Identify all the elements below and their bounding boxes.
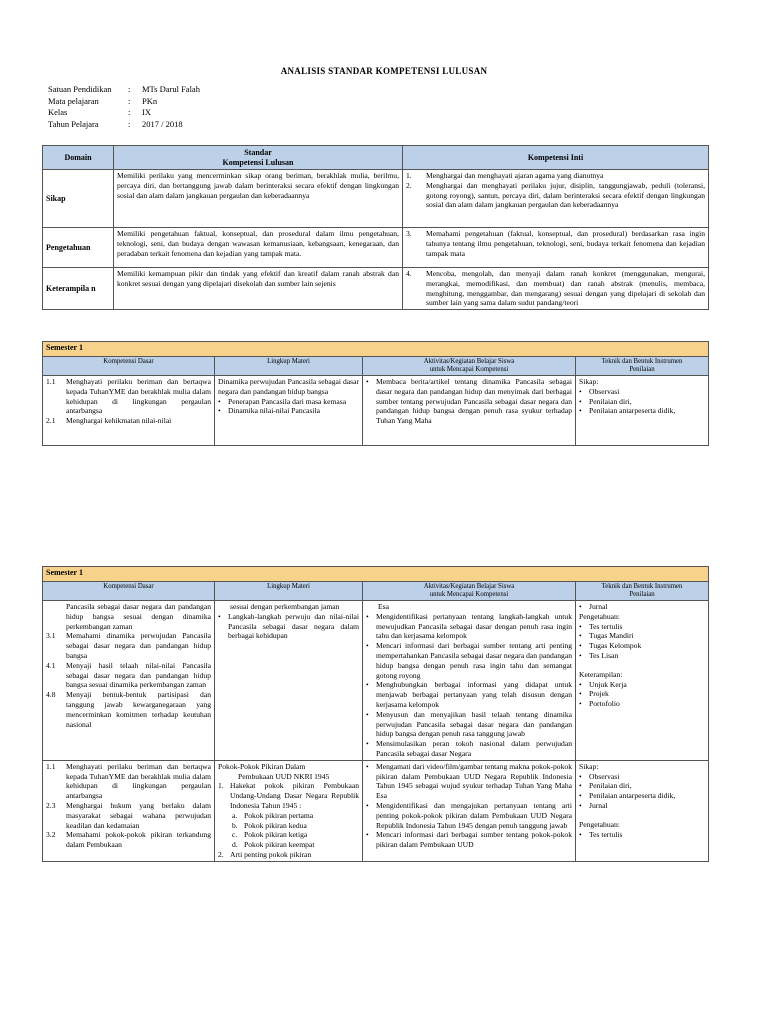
header-aktivitas: Aktivitas/Kegiatan Belajar Siswa untuk Mencapai Kompetensi: [363, 582, 576, 601]
item-number: 1.: [406, 171, 412, 180]
bullet-item: [366, 377, 572, 426]
bullet-icon: •: [579, 602, 582, 611]
bullet-item: [579, 772, 705, 782]
bullet-icon: •: [579, 641, 582, 651]
bullet-item: [366, 612, 572, 641]
kd-cell: [43, 376, 215, 446]
ki-cell: [403, 268, 709, 310]
item-text: Mencari informasi dari berbagai sumber tentang pokok-pokok pikiran dalam Pembukaan UUD: [376, 830, 572, 850]
numbered-item: [218, 781, 359, 810]
header-lingkup-materi: Lingkup Materi: [215, 582, 363, 601]
bullet-item: [366, 710, 572, 739]
bullet-item: [579, 781, 705, 791]
domain-cell: Keterampila n: [43, 268, 114, 310]
bullet-item: [218, 612, 359, 641]
semester-label: Semester 1: [43, 567, 709, 582]
numbered-item: [46, 830, 211, 850]
bullet-icon: •: [579, 621, 582, 631]
info-value: 2017 / 2018: [142, 118, 183, 129]
ki-cell: [403, 228, 709, 268]
materi-lead-2: Pembukaan UUD NKRI 1945: [238, 771, 330, 781]
materi-cell: [215, 376, 363, 446]
bullet-icon: •: [579, 679, 582, 689]
item-number: 3.: [406, 229, 412, 238]
item-text: Tugas Kelompok: [589, 641, 642, 651]
item-number: 4.8: [46, 690, 56, 700]
numbered-item: [218, 840, 359, 850]
header-teknik-penilaian: Teknik dan Bentuk Instrumen Penilaian: [576, 357, 709, 376]
item-text: Pokok pikiran pertama: [244, 810, 314, 820]
item-number: 1.: [218, 781, 224, 791]
colon: :: [128, 118, 131, 129]
skl-row: [43, 268, 709, 310]
bullet-item: [366, 801, 572, 830]
info-value: PKn: [142, 95, 158, 106]
bullet-item: [218, 397, 359, 407]
item-text: Penilaian antarpeserta didik,: [589, 791, 676, 801]
info-key: Tahun Pelajara: [48, 118, 99, 129]
bullet-item: [579, 631, 705, 641]
info-key: Satuan Pendidikan: [48, 84, 112, 94]
numbered-item: [218, 811, 359, 821]
item-number: b.: [232, 820, 238, 830]
teknik-cell: [576, 601, 709, 761]
item-text: Menghayati perilaku beriman dan bertaqwa kepada TuhanYME dan berakhlak mulia dalam kehidupan di lingkungan pergaulan antarbangsa: [66, 377, 211, 416]
materi-cell: [215, 601, 363, 761]
bullet-icon: •: [366, 680, 369, 690]
info-row: [48, 107, 200, 119]
item-text: Tes tertulis: [589, 829, 623, 839]
kd-cell: [43, 601, 215, 761]
bullet-icon: •: [579, 771, 582, 781]
item-text: Tes Lisan: [589, 650, 619, 660]
header-standar: Standar Kompetensi Lulusan: [114, 146, 403, 170]
item-text: Portofolio: [589, 699, 620, 709]
item-number: 2.1: [46, 416, 56, 426]
bullet-icon: •: [366, 377, 369, 386]
header-teknik-penilaian: Teknik dan Bentuk Instrumen Penilaian: [576, 582, 709, 601]
item-number: 2.: [406, 180, 412, 190]
header-lingkup-materi: Lingkup Materi: [215, 357, 363, 376]
domain-cell: Pengetahuan: [43, 228, 114, 268]
item-text: Mensimulasikan peran tokoh nasional dalam perwujudan Pancasila sebagai dasar Negara: [376, 739, 572, 758]
keterampilan-label: Keterampilan:: [579, 669, 623, 679]
item-text: Penilaian antarpeserta didik,: [589, 406, 676, 416]
bullet-item: [579, 387, 705, 397]
item-text: Mengamati dari video/film/gambar tentang makna pokok-pokok pikiran dalam Pembukaan UUD Negara Republik Indonesia Tahun 1945 sebagai wujud syukur terhadap Tuhan Yang Maha Esa: [376, 761, 572, 801]
sikap-label: Sikap:: [579, 377, 599, 386]
bullet-item: [579, 801, 705, 811]
item-text: Mencari informasi dari berbagai sumber tentang arti penting mempertahankan Pancasila sebagai dasar negara dan pandangan hidup bangsa dengan penuh rasa ingin tahu dan semangat gotong royong: [376, 641, 572, 680]
bullet-icon: •: [579, 791, 582, 801]
bullet-icon: •: [366, 611, 369, 621]
item-text: Memahami dinamika perwujudan Pancasila sebagai dasar negara dan pandangan hidup bangsa: [66, 631, 211, 660]
item-text: Memahami pokok-pokok pikiran terkandung dalam Pembukaan: [66, 830, 211, 850]
item-text: Pokok pikiran ketiga: [244, 830, 308, 840]
item-text: Observasi: [589, 771, 620, 781]
item-text: Penilaian diri,: [589, 396, 632, 406]
item-number: 2.3: [46, 800, 56, 810]
item-text: Menghargai kehikmatan nilai-nilai: [66, 416, 172, 426]
skl-table: [42, 145, 709, 310]
numbered-item: [46, 377, 211, 416]
materi-lead: Pokok-Pokok Pikiran Dalam: [218, 761, 306, 771]
colon: :: [128, 107, 131, 117]
item-text: Tes tertulis: [589, 621, 623, 631]
bullet-icon: •: [579, 829, 582, 839]
item-number: 2.: [218, 849, 224, 859]
item-text: Menyusun dan menyajikan hasil telaah tentang dinamika perwujudan Pancasila sebagai dasar negara dan pandangan hidup bangsa dengan penuh rasa tanggung jawab: [376, 709, 572, 739]
info-value: IX: [142, 107, 151, 117]
bullet-item: [218, 406, 359, 416]
item-text: Pokok pikiran keempat: [244, 840, 315, 850]
item-text: Projek: [589, 689, 609, 699]
teknik-cell: [576, 760, 709, 861]
bullet-item: [366, 830, 572, 850]
numbered-item: [406, 171, 705, 181]
bullet-item: [366, 762, 572, 801]
pengetahuan-label: Pengetahuan:: [579, 819, 620, 829]
info-key: Mata pelajaran: [48, 95, 99, 106]
info-value: MTs Darul Falah: [142, 84, 200, 94]
bullet-icon: •: [366, 641, 369, 651]
bullet-icon: •: [579, 689, 582, 699]
item-text: Observasi: [589, 386, 620, 396]
item-number: 1.1: [46, 761, 56, 771]
item-text: Menghayati perilaku beriman dan bertaqwa kepada TuhanYME dan berakhlak mulia dalam kehidupan di lingkungan pergaulan antarbangsa: [66, 761, 211, 801]
numbered-item: [406, 269, 705, 308]
numbered-item: [46, 631, 211, 660]
item-text: Menghargai dan menghayati perilaku jujur, disiplin, tanggungjawab, peduli (toleransi, gotong royong), santun, percaya diri, dalam berinteraksi secara efektif dengan lingkungan sosial dan alam dalam jangkauan pergaulan dan keberadaannya: [426, 180, 705, 210]
item-number: c.: [232, 830, 238, 840]
info-row: [48, 119, 200, 131]
bullet-item: [579, 830, 705, 840]
item-text: Menghubungkan berbagai informasi yang didapat untuk menjawab berbagai pertanyaan yang telah disusun dengan kerjasama kelompok: [376, 680, 572, 709]
header-kompetensi-dasar: Kompetensi Dasar: [43, 357, 215, 376]
item-number: 1.1: [46, 377, 56, 386]
numbered-item: [218, 821, 359, 831]
bullet-item: [579, 699, 705, 709]
bullet-item: [579, 680, 705, 690]
bullet-item: [366, 680, 572, 709]
item-text: Mencoba, mengolah, dan menyaji dalam ranah konkret (menggunakan, mengurai, merangkai, memodifikasi, dan membuat) dan ranah abstrak (menulis, membaca, menghitung, menggambar, dan mengarang) sesuai dengan yang dipelajari di sekolah dan sumber lain yang sama dalam sudut pandang/teori: [426, 269, 705, 308]
bullet-icon: •: [366, 830, 369, 840]
bullet-item: [579, 641, 705, 651]
item-number: [46, 602, 66, 631]
numbered-item: [46, 602, 211, 631]
ki-cell: [403, 170, 709, 228]
item-text: Jurnal: [589, 800, 608, 810]
bullet-icon: •: [579, 406, 582, 416]
item-text: Arti penting pokok pikiran: [230, 849, 312, 859]
aktivitas-cell: [363, 376, 576, 446]
bullet-item: [579, 651, 705, 661]
item-number: 3.1: [46, 631, 56, 641]
bullet-icon: •: [218, 611, 221, 621]
bullet-icon: •: [579, 781, 582, 791]
numbered-item: [46, 416, 211, 426]
bullet-item: [579, 622, 705, 632]
info-key: Kelas: [48, 107, 68, 117]
sikap-label: Sikap:: [579, 761, 599, 771]
identity-table: [48, 84, 200, 130]
bullet-icon: •: [366, 739, 369, 749]
header-kompetensi-inti: Kompetensi Inti: [403, 146, 709, 170]
bullet-item: [366, 739, 572, 759]
bullet-item: [579, 406, 705, 416]
skl-cell: Memiliki perilaku yang mencerminkan sikap orang beriman, berakhlak mulia, berilmu, percaya diri, dan bertanggung jawab dalam berinteraksi secara efektif dengan lingkungan sosial dan alam dalam jangkauan pergaulan dan keberadaannya: [114, 170, 403, 228]
aktivitas-cell: [363, 760, 576, 861]
bullet-icon: •: [579, 800, 582, 810]
numbered-item: [46, 661, 211, 690]
item-text: Memahami pengetahuan (faktual, konseptual, dan prosedural) berdasarkan rasa ingin tahunya tentang ilmu pengetahuan, teknologi, seni, budaya terkait fenomena dan kejadian tampak mata: [426, 229, 705, 258]
item-text: Pokok pikiran kedua: [244, 820, 307, 830]
item-text: Dinamika nilai-nilai Pancasila: [228, 406, 320, 416]
item-text: Hakekat pokok pikiran Pembukaan Undang-Undang Dasar Negara Republik Indonesia Tahun 1945 :: [230, 781, 359, 810]
semester-table-2: [42, 566, 709, 862]
numbered-item: [46, 801, 211, 830]
bullet-icon: •: [366, 761, 369, 771]
bullet-item: [579, 397, 705, 407]
materi-cell: [215, 760, 363, 861]
bullet-icon: •: [579, 386, 582, 396]
numbered-item: [218, 830, 359, 840]
semester-table-1: [42, 341, 709, 446]
skl-row: [43, 170, 709, 228]
document-title: ANALISIS STANDAR KOMPETENSI LULUSAN: [280, 66, 488, 76]
item-text: Menghargai dan menghayati ajaran agama yang dianutnya: [426, 171, 604, 180]
item-number: d.: [232, 840, 238, 850]
bullet-icon: •: [579, 631, 582, 641]
colon: :: [128, 95, 131, 106]
skl-cell: Memiliki kemampuan pikir dan tindak yang efektif dan kreatif dalam ranah abstrak dan konkret sesuai dengan yang dipelajari disekolah dan sumber lain sejenis: [114, 268, 403, 310]
item-text: Mengidentifikasi pertanyaan tentang langkah-langkah untuk mewujudkan Pancasila sebagai dasar dengan penuh rasa ingin tahu dan kerjasama kelompok: [376, 611, 572, 641]
item-number: a.: [232, 810, 238, 820]
item-text: Unjuk Kerja: [589, 679, 627, 689]
numbered-item: [218, 850, 359, 860]
item-number: 4.1: [46, 660, 56, 670]
bullet-icon: •: [366, 800, 369, 810]
item-text: Membaca berita/artikel tentang dinamika Pancasila sebagai dasar negara dan pandangan hidup dan menyimak dari berbagai sumber tentang perwujudan Pancasila sebagai dasar negara dan pandangan hidup bangsa dengan penuh rasa syukur terhadap Tuhan Yang Maha: [376, 377, 572, 426]
bullet-icon: •: [579, 650, 582, 660]
item-text: Menyaji bentuk-bentuk partisipasi dan tanggung jawab kewarganegaraan yang mencerminkan komitmen terhadap keutuhan nasional: [66, 690, 211, 729]
item-text: Jurnal: [589, 602, 608, 611]
aktivitas-cell: [363, 601, 576, 761]
skl-row: [43, 228, 709, 268]
pengetahuan-label: Pengetahuan:: [579, 611, 620, 621]
item-text: Menyaji hasil telaah nilai-nilai Pancasila sebagai dasar negara dan pandangan hidup bangsa sesuai dinamika perkembangan zaman: [66, 660, 211, 690]
bullet-item: [579, 689, 705, 699]
item-text: Menghargai hukum yang berlaku dalam masyarakat sebagai wahana perwujudan keadilan dan kedamaian: [66, 800, 211, 830]
bullet-icon: •: [579, 699, 582, 709]
header-kompetensi-dasar: Kompetensi Dasar: [43, 582, 215, 601]
item-text: Pancasila sebagai dasar negara dan pandangan hidup bangsa sesuai dengan dinamika perkembangan zaman: [66, 602, 211, 631]
item-text: Penilaian diri,: [589, 781, 632, 791]
domain-cell: Sikap: [43, 170, 114, 228]
numbered-item: [46, 762, 211, 801]
item-text: Tugas Mandiri: [589, 631, 634, 641]
bullet-item: [579, 791, 705, 801]
bullet-item: [366, 641, 572, 680]
numbered-item: [406, 229, 705, 258]
teknik-cell: [576, 376, 709, 446]
semester-label: Semester 1: [43, 342, 709, 357]
aktivitas-lead: Esa: [378, 602, 389, 611]
colon: :: [128, 84, 131, 94]
header-aktivitas: Aktivitas/Kegiatan Belajar Siswa untuk Mencapai Kompetensi: [363, 357, 576, 376]
item-text: Penerapan Pancasila dari masa kemasa: [228, 396, 347, 406]
bullet-icon: •: [218, 406, 221, 416]
bullet-icon: •: [366, 709, 369, 719]
info-row: [48, 96, 200, 108]
skl-cell: Memiliki pengetahuan faktual, konseptual, dan prosedural dalam ilmu pengetahuan, teknologi, seni, dan budaya dengan wawasan kemanusiaan, kebangsaan, kenegaraan, dan peradaban terkait fenomena dan kejadian yang tampak mata.: [114, 228, 403, 268]
bullet-icon: •: [579, 396, 582, 406]
item-number: 3.2: [46, 830, 56, 840]
item-text: Langkah-langkah perwuju dan nilai-nilai Pancasila sebagai dasar negara dalam berbagai kehidupan: [228, 611, 359, 641]
numbered-item: [46, 690, 211, 729]
item-number: 4.: [406, 269, 412, 278]
item-text: Mengidentifikasi dan mengajukan pertanyaan tentang arti penting pokok-pokok pikiran dalam Pembukaan UUD Negara Republik Indonesia Tahun 1945 dengan penuh tanggung jawab: [376, 800, 572, 830]
materi-lead: sesuai dengan perkembangan jaman: [230, 602, 340, 611]
materi-lead: Dinamika perwujudan Pancasila sebagai dasar negara dan pandangan hidup bangsa: [218, 377, 359, 396]
numbered-item: [406, 181, 705, 210]
kd-cell: [43, 760, 215, 861]
bullet-icon: •: [218, 396, 221, 406]
bullet-item: [579, 602, 705, 612]
info-row: [48, 84, 200, 96]
header-domain: Domain: [43, 146, 114, 170]
